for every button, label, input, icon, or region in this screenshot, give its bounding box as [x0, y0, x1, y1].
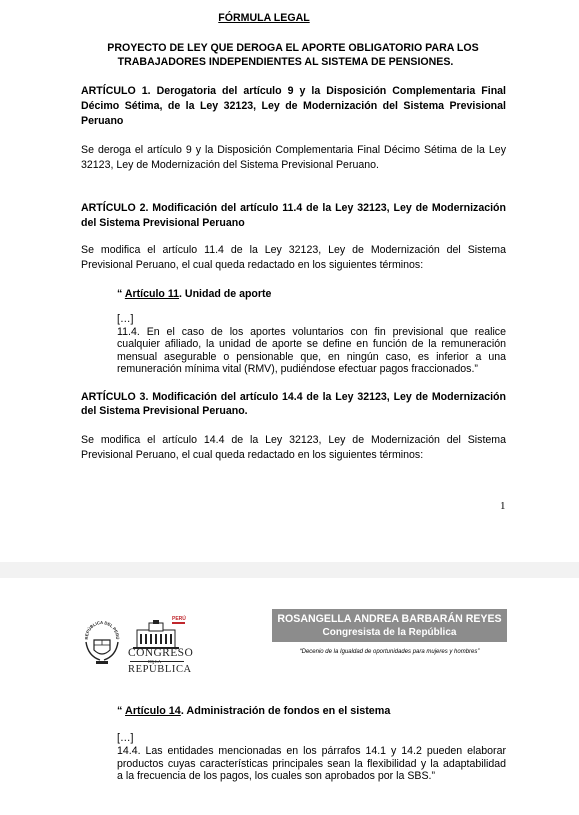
flag-stripe [172, 622, 185, 624]
logo-rule [130, 661, 184, 662]
page-2 [0, 578, 579, 815]
article-3-heading-line-1: ARTÍCULO 3. Modificación del artículo 14.4 de la Ley 32123, Ley de Modernización [81, 391, 506, 403]
article-3-heading-line-2: del Sistema Previsional Peruano. [81, 405, 248, 417]
open-quote: “ [117, 705, 123, 717]
article-1-body-line-2: 32123, Ley de Modernización del Sistema Previsional Peruano. [81, 159, 379, 171]
decade-motto: “Decenio de la Igualdad de oportunidades para mujeres y hombres” [299, 649, 480, 655]
article-3-body-line-2: Previsional Peruano, el cual queda redactado en los siguientes términos: [81, 449, 424, 461]
national-seal-icon [82, 618, 122, 666]
article-11-ellipsis: […] [117, 313, 134, 325]
article-2-body-line-1: Se modifica el artículo 11.4 de la Ley 32123, Ley de Modernización del Sistema [81, 244, 506, 256]
article-2-heading-line-1: ARTÍCULO 2. Modificación del artículo 11.4 de la Ley 32123, Ley de Modernización [81, 202, 506, 214]
article-11-text-line-4: remuneración mínima vital (RMV), pudiéndose efectuar pagos fraccionados.” [117, 363, 478, 375]
article-1-heading-line-1: ARTÍCULO 1. Derogatoria del artículo 9 y la Disposición Complementaria Final [81, 85, 506, 97]
article-14-text-line-1: 14.4. Las entidades mencionadas en los párrafos 14.1 y 14.2 pueden elaborar [117, 745, 506, 757]
article-11-text-line-3: mensual asegurable o pensionable que, en ningún caso, es inferior a una [117, 351, 506, 363]
republica-label: REPÚBLICA [128, 664, 192, 675]
article-14-subtitle: . Administración de fondos en el sistema [180, 705, 391, 717]
congress-building-icon [129, 620, 186, 650]
article-14-text-line-3: a la frecuencia de los pagos, los cuales son aprobados por la SBS.” [117, 770, 436, 782]
article-11-text-line-1: 11.4. En el caso de los aportes voluntarios con fin previsional que realice [117, 326, 506, 338]
article-11-subtitle: . Unidad de aporte [179, 288, 272, 300]
article-1-heading-line-2: Décimo Sétima, de la Ley 32123, Ley de Modernización del Sistema Previsional [81, 100, 506, 112]
article-14-ellipsis: […] [117, 732, 134, 744]
congreso-label: CONGRESO [128, 647, 194, 659]
svg-text:REPÚBLICA DEL PERÚ [84, 620, 120, 640]
article-2-body-line-2: Previsional Peruano, el cual queda redactado en los siguientes términos: [81, 259, 424, 271]
article-14-title [117, 705, 390, 718]
article-1-body-line-1: Se deroga el artículo 9 y la Disposición Complementaria Final Décimo Sétima de la Ley [81, 144, 506, 156]
article-2-heading-line-2: del Sistema Previsional Peruano [81, 217, 245, 229]
open-quote: “ [117, 288, 123, 300]
bill-title-line-2: TRABAJADORES INDEPENDIENTES AL SISTEMA DE PENSIONES. [117, 56, 454, 68]
formula-legal-heading: FÓRMULA LEGAL [218, 12, 310, 24]
article-11-title [117, 288, 271, 301]
congresista-name: ROSANGELLA ANDREA BARBARÁN REYES [277, 613, 502, 625]
bill-title-line-1: PROYECTO DE LEY QUE DEROGA EL APORTE OBLIGATORIO PARA LOS [107, 42, 479, 54]
congresista-role: Congresista de la República [322, 627, 457, 638]
article-3-body-line-1: Se modifica el artículo 14.4 de la Ley 32123, Ley de Modernización del Sistema [81, 434, 506, 446]
congresista-banner [272, 609, 507, 642]
seal-text: REPÚBLICA DEL PERÚ [83, 619, 121, 640]
article-11-label: Artículo 11 [124, 288, 180, 300]
article-14-label: Artículo 14 [125, 705, 181, 717]
peru-label: PERÚ [172, 616, 186, 622]
article-14-text-line-2: productos cuyas características principales sean la flexibilidad y la adaptabilidad [117, 758, 506, 770]
page-number: 1 [500, 500, 506, 512]
article-1-heading-line-3: Peruano [81, 115, 124, 127]
article-11-text-line-2: cualquier afiliado, la unidad de aporte se define en función de la remuneración [117, 338, 506, 350]
